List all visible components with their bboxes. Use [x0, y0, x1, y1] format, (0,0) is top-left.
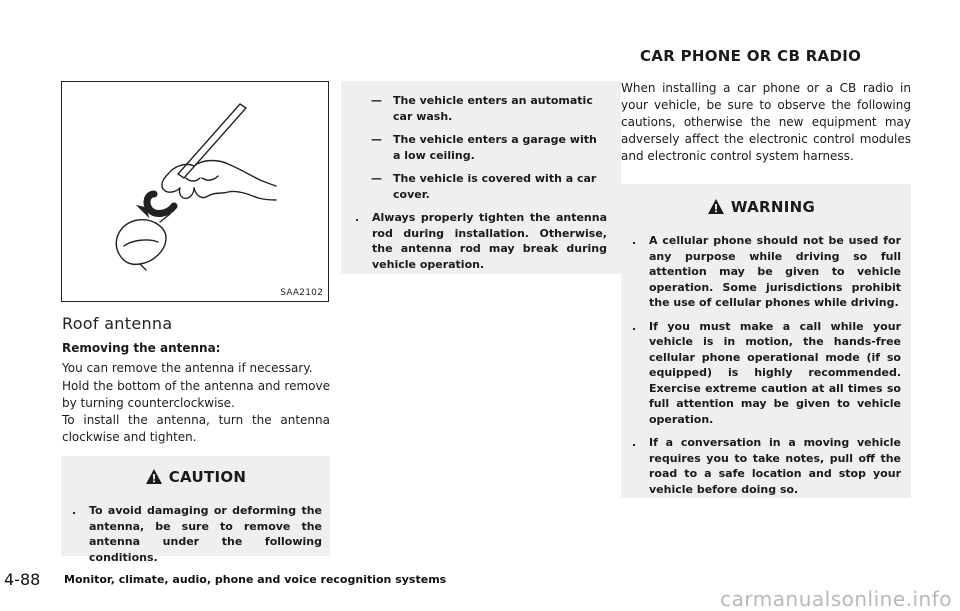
caution-bullet [341, 210, 607, 272]
condition-text: The vehicle enters a garage with a low ceiling. [393, 133, 597, 162]
condition-text: The vehicle enters an automatic car wash. [393, 94, 593, 123]
condition-item [341, 93, 607, 124]
condition-item [341, 171, 607, 202]
warning-bullet-text: If you must make a call while your vehicle is in motion, the hands-free cellular phone operational mode (if so equipped) is highly recommended. Exercise extreme caution at all times so full attention may be given to vehicle operation. [649, 319, 901, 426]
antenna-illustration [61, 81, 329, 302]
bullet-dot: . [632, 319, 637, 333]
antenna-removal-drawing [62, 82, 328, 301]
caution-bullet-text: Always properly tighten the antenna rod during installation. Otherwise, the antenna rod may break during vehicle operation. [372, 211, 607, 271]
dash-mark: — [371, 172, 382, 185]
warning-triangle-icon [707, 198, 725, 219]
caution-box [61, 456, 330, 564]
section-title: Roof antenna [62, 314, 173, 333]
caution-box-continued [341, 81, 621, 274]
dash-mark: — [371, 133, 382, 146]
dash-mark: — [371, 94, 382, 107]
warning-bullet-text: If a conversation in a moving vehicle requires you to take notes, pull off the road to a safe location and stop your vehicle before doing so. [649, 436, 901, 496]
condition-item [341, 132, 607, 163]
warning-bullet-text: A cellular phone should not be used for any purpose while driving so full attention may be given to vehicle operation. Some jurisdictions prohibit the use of cellular phones while driving. [649, 234, 901, 309]
bullet-dot: . [355, 211, 360, 224]
caution-heading-row [61, 468, 330, 489]
warning-bullet [621, 319, 901, 428]
figure-caption: SAA2102 [280, 288, 323, 298]
caution-bullet [61, 503, 322, 565]
subsection-title: Removing the antenna: [62, 341, 221, 355]
page-number: 4-88 [4, 570, 41, 589]
paragraph: Hold the bottom of the antenna and remove by turning counterclockwise. [62, 379, 330, 410]
warning-heading: WARNING [730, 198, 816, 216]
bullet-dot: . [72, 504, 77, 517]
bullet-dot: . [632, 234, 637, 247]
warning-bullet [621, 233, 901, 311]
section-title: CAR PHONE OR CB RADIO [640, 47, 862, 65]
warning-triangle-icon [145, 468, 163, 489]
warning-heading-row [621, 198, 901, 219]
paragraph: You can remove the antenna if necessary. [62, 361, 313, 375]
caution-heading: CAUTION [168, 468, 247, 486]
paragraph: When installing a car phone or a CB radio in your vehicle, be sure to observe the following cautions, otherwise the new equipment may adversely affect the electronic control modules and electronic control system harness. [621, 81, 911, 163]
warning-box [621, 184, 911, 498]
bullet-dot: . [632, 436, 637, 449]
paragraph: To install the antenna, turn the antenna clockwise and tighten. [62, 413, 330, 444]
caution-bullet-text: To avoid damaging or deforming the antenna, be sure to remove the antenna under the following conditions. [89, 504, 322, 564]
chapter-title: Monitor, climate, audio, phone and voice recognition systems [64, 573, 447, 586]
warning-bullet [621, 435, 901, 497]
condition-text: The vehicle is covered with a car cover. [393, 172, 597, 201]
watermark: carmanualsonline.info [720, 587, 952, 611]
